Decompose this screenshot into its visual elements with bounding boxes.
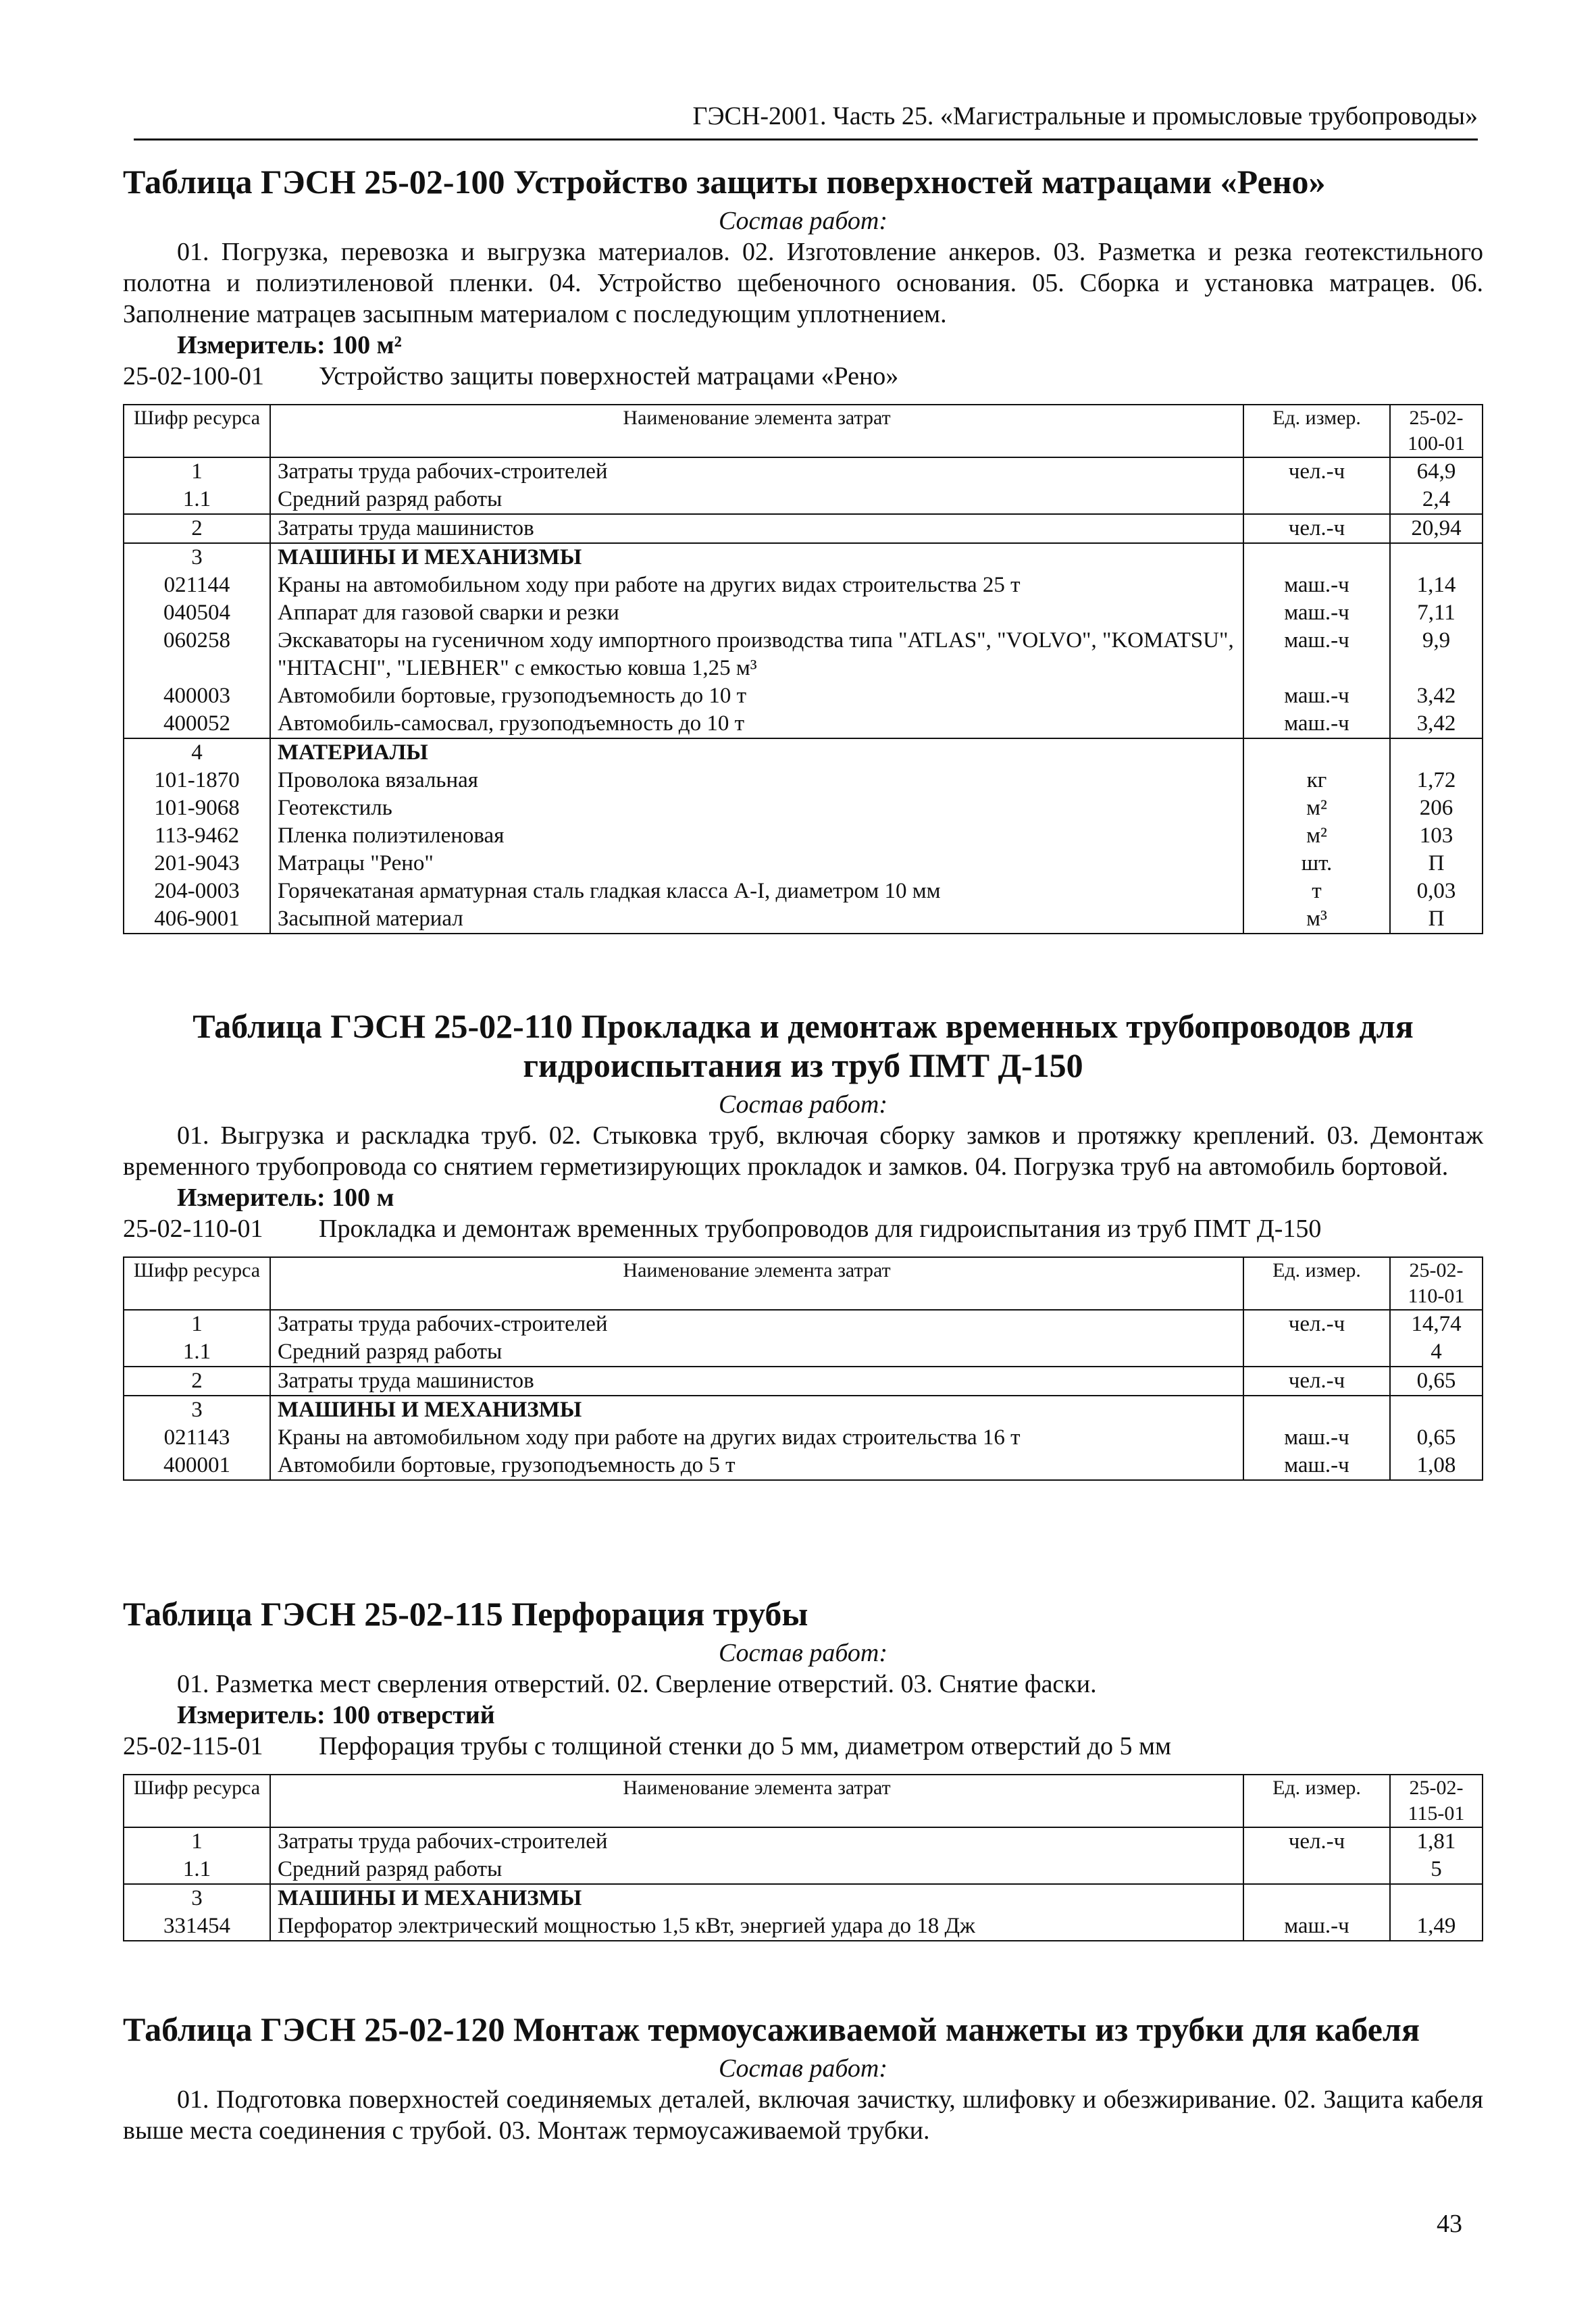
cell-code: 021144 [124, 571, 270, 599]
resource-table [123, 1256, 1483, 1481]
table-row [124, 1310, 1483, 1338]
cell-unit [1243, 1396, 1390, 1424]
cell-value [1390, 738, 1483, 767]
cell-unit [1243, 738, 1390, 767]
table-row [124, 1424, 1483, 1452]
resource-table [123, 1774, 1483, 1941]
cell-unit: маш.-ч [1243, 1452, 1390, 1480]
cell-code: 1.1 [124, 486, 270, 514]
cell-value: 7,11 [1390, 599, 1483, 627]
cell-name: МАШИНЫ И МЕХАНИЗМЫ [270, 1884, 1243, 1912]
norm-code: 25-02-110-01 [123, 1215, 263, 1243]
cell-value: 0,03 [1390, 878, 1483, 905]
cell-value: 14,74 [1390, 1310, 1483, 1338]
work-composition-label: Состав работ: [718, 1639, 888, 1667]
cell-code: 406-9001 [124, 905, 270, 934]
row-group [124, 1827, 1483, 1884]
table-row [124, 627, 1483, 682]
table-row [124, 1827, 1483, 1856]
col-header-norm: 25-02-110-01 [1390, 1257, 1483, 1310]
running-header: ГЭСН-2001. Часть 25. «Магистральные и промысловые трубопроводы» [692, 102, 1478, 130]
cell-name: Затраты труда рабочих-строителей [270, 1310, 1243, 1338]
col-header-unit: Ед. измер. [1243, 1775, 1390, 1827]
section-title: Таблица ГЭСН 25-02-110 Прокладка и демонтаж временных трубопроводов для гидроиспытания из труб ПМТ Д-150 [192, 1007, 1414, 1084]
cell-name: МАТЕРИАЛЫ [270, 738, 1243, 767]
col-header-name: Наименование элемента затрат [270, 1775, 1243, 1827]
cell-code: 3 [124, 1884, 270, 1912]
section-25-02-100 [123, 162, 1483, 934]
table-row [124, 682, 1483, 710]
cell-unit: маш.-ч [1243, 571, 1390, 599]
table-row [124, 738, 1483, 767]
cell-unit [1243, 1338, 1390, 1367]
table-row [124, 457, 1483, 486]
norm-description: Устройство защиты поверхностей матрацами «Рено» [319, 362, 899, 390]
cell-unit: чел.-ч [1243, 1827, 1390, 1856]
cell-unit [1243, 1884, 1390, 1912]
cell-unit: маш.-ч [1243, 627, 1390, 682]
table-row [124, 794, 1483, 822]
cell-name: Геотекстиль [270, 794, 1243, 822]
cell-value: 3,42 [1390, 682, 1483, 710]
cell-value: 4 [1390, 1338, 1483, 1367]
cell-unit [1243, 543, 1390, 571]
cell-code: 1.1 [124, 1856, 270, 1884]
cell-code: 3 [124, 1396, 270, 1424]
cell-name: Автомобиль-самосвал, грузоподъемность до 10 т [270, 710, 1243, 738]
cell-value: 1,81 [1390, 1827, 1483, 1856]
cell-value: 1,49 [1390, 1912, 1483, 1941]
cell-name: Затраты труда рабочих-строителей [270, 1827, 1243, 1856]
cell-value [1390, 1884, 1483, 1912]
cell-value: 1,14 [1390, 571, 1483, 599]
cell-unit: чел.-ч [1243, 457, 1390, 486]
cell-name: Затраты труда машинистов [270, 514, 1243, 543]
col-header-unit: Ед. измер. [1243, 405, 1390, 457]
cell-value: 3,42 [1390, 710, 1483, 738]
measure-unit: Измеритель: 100 отверстий [177, 1701, 495, 1729]
cell-value: 1,08 [1390, 1452, 1483, 1480]
table-row [124, 878, 1483, 905]
work-composition-label: Состав работ: [718, 207, 888, 235]
cell-value: 64,9 [1390, 457, 1483, 486]
row-group [124, 457, 1483, 514]
cell-value: 9,9 [1390, 627, 1483, 682]
cell-name: МАШИНЫ И МЕХАНИЗМЫ [270, 543, 1243, 571]
norm-description: Прокладка и демонтаж временных трубопроводов для гидроиспытания из труб ПМТ Д-150 [319, 1215, 1322, 1243]
col-header-code: Шифр ресурса [124, 1257, 270, 1310]
cell-name: Затраты труда машинистов [270, 1367, 1243, 1396]
cell-value [1390, 1396, 1483, 1424]
cell-name: Экскаваторы на гусеничном ходу импортного производства типа "ATLAS", "VOLVO", "KOMATSU", "HITACHI", "LIEBHER" с емкостью ковша 1,25 м³ [270, 627, 1243, 682]
norm-code-line [123, 1213, 1483, 1244]
norm-code-line [123, 361, 1483, 392]
cell-name: Аппарат для газовой сварки и резки [270, 599, 1243, 627]
cell-unit: чел.-ч [1243, 1367, 1390, 1396]
cell-name: Горячекатаная арматурная сталь гладкая класса А-I, диаметром 10 мм [270, 878, 1243, 905]
table-row [124, 599, 1483, 627]
cell-code: 040504 [124, 599, 270, 627]
cell-code: 1 [124, 1310, 270, 1338]
row-group [124, 1367, 1483, 1396]
cell-code: 331454 [124, 1912, 270, 1941]
col-header-name: Наименование элемента затрат [270, 1257, 1243, 1310]
measure-unit: Измеритель: 100 м² [177, 331, 402, 359]
resource-table [123, 404, 1483, 934]
cell-code: 400052 [124, 710, 270, 738]
cell-name: Краны на автомобильном ходу при работе на других видах строительства 25 т [270, 571, 1243, 599]
cell-name: Средний разряд работы [270, 1338, 1243, 1367]
cell-value: 1,72 [1390, 767, 1483, 794]
cell-code: 021143 [124, 1424, 270, 1452]
cell-value: 0,65 [1390, 1424, 1483, 1452]
table-row [124, 905, 1483, 934]
work-composition-text: 01. Выгрузка и раскладка труб. 02. Стыковка труб, включая сборку замков и протяжку креплений. 03. Демонтаж временного трубопровода со снятием герметизирующих прокладок и замков. 04. Погрузка труб на автомобиль бортовой. [123, 1121, 1483, 1181]
cell-name: Средний разряд работы [270, 486, 1243, 514]
row-group [124, 1884, 1483, 1941]
cell-unit: маш.-ч [1243, 1424, 1390, 1452]
page-number: 43 [1437, 2210, 1462, 2238]
table-row [124, 850, 1483, 878]
table-row [124, 571, 1483, 599]
cell-code: 201-9043 [124, 850, 270, 878]
cell-value: 206 [1390, 794, 1483, 822]
table-row [124, 1856, 1483, 1884]
cell-code: 400001 [124, 1452, 270, 1480]
cell-code: 400003 [124, 682, 270, 710]
row-group [124, 514, 1483, 543]
cell-unit: маш.-ч [1243, 710, 1390, 738]
cell-value: П [1390, 905, 1483, 934]
cell-value: 103 [1390, 822, 1483, 850]
cell-unit: м² [1243, 794, 1390, 822]
cell-unit: м² [1243, 822, 1390, 850]
table-row [124, 767, 1483, 794]
cell-code: 204-0003 [124, 878, 270, 905]
cell-name: Автомобили бортовые, грузоподъемность до 5 т [270, 1452, 1243, 1480]
cell-name: Автомобили бортовые, грузоподъемность до 10 т [270, 682, 1243, 710]
cell-value [1390, 543, 1483, 571]
table-row [124, 1338, 1483, 1367]
work-composition-label: Состав работ: [718, 2054, 888, 2083]
col-header-code: Шифр ресурса [124, 405, 270, 457]
norm-description: Перфорация трубы с толщиной стенки до 5 мм, диаметром отверстий до 5 мм [319, 1732, 1172, 1760]
cell-name: МАШИНЫ И МЕХАНИЗМЫ [270, 1396, 1243, 1424]
table-row [124, 514, 1483, 543]
row-group [124, 543, 1483, 738]
table-row [124, 1396, 1483, 1424]
cell-code: 113-9462 [124, 822, 270, 850]
cell-unit [1243, 486, 1390, 514]
col-header-norm: 25-02-100-01 [1390, 405, 1483, 457]
section-25-02-120 [123, 2010, 1483, 2146]
cell-name: Краны на автомобильном ходу при работе на других видах строительства 16 т [270, 1424, 1243, 1452]
col-header-unit: Ед. измер. [1243, 1257, 1390, 1310]
work-composition-text: 01. Погрузка, перевозка и выгрузка материалов. 02. Изготовление анкеров. 03. Разметка и резка геотекстильного полотна и полиэтиленовой пленки. 04. Устройство щебеночного основания. 05. Сборка и установка матрацев. 06. Заполнение матрацев засыпным материалом с последующим уплотнением. [123, 238, 1483, 328]
cell-code: 1 [124, 457, 270, 486]
section-title: Таблица ГЭСН 25-02-100 Устройство защиты поверхностей матрацами «Рено» [123, 163, 1326, 201]
col-header-norm: 25-02-115-01 [1390, 1775, 1483, 1827]
cell-unit: маш.-ч [1243, 599, 1390, 627]
norm-code: 25-02-115-01 [123, 1732, 263, 1760]
cell-name: Матрацы "Рено" [270, 850, 1243, 878]
cell-unit [1243, 1856, 1390, 1884]
cell-unit: маш.-ч [1243, 1912, 1390, 1941]
norm-code: 25-02-100-01 [123, 362, 264, 390]
header-rule [134, 138, 1478, 141]
cell-name: Средний разряд работы [270, 1856, 1243, 1884]
col-header-name: Наименование элемента затрат [270, 405, 1243, 457]
cell-value: П [1390, 850, 1483, 878]
cell-code: 2 [124, 514, 270, 543]
cell-name: Засыпной материал [270, 905, 1243, 934]
cell-unit: т [1243, 878, 1390, 905]
section-25-02-110 [123, 1007, 1483, 1481]
measure-unit: Измеритель: 100 м [177, 1184, 394, 1212]
row-group [124, 1396, 1483, 1480]
cell-name: Перфоратор электрический мощностью 1,5 кВт, энергией удара до 18 Дж [270, 1912, 1243, 1941]
table-row [124, 822, 1483, 850]
section-title: Таблица ГЭСН 25-02-120 Монтаж термоусаживаемой манжеты из трубки для кабеля [123, 2010, 1420, 2048]
col-header-code: Шифр ресурса [124, 1775, 270, 1827]
cell-code: 3 [124, 543, 270, 571]
table-row [124, 1367, 1483, 1396]
cell-value: 5 [1390, 1856, 1483, 1884]
cell-code: 4 [124, 738, 270, 767]
cell-unit: кг [1243, 767, 1390, 794]
cell-unit: чел.-ч [1243, 514, 1390, 543]
table-row [124, 543, 1483, 571]
cell-unit: маш.-ч [1243, 682, 1390, 710]
table-row [124, 1884, 1483, 1912]
work-composition-label: Состав работ: [718, 1090, 888, 1119]
row-group [124, 1310, 1483, 1367]
table-row [124, 710, 1483, 738]
cell-name: Затраты труда рабочих-строителей [270, 457, 1243, 486]
cell-value: 20,94 [1390, 514, 1483, 543]
cell-code: 060258 [124, 627, 270, 682]
cell-code: 2 [124, 1367, 270, 1396]
cell-name: Проволока вязальная [270, 767, 1243, 794]
cell-unit: чел.-ч [1243, 1310, 1390, 1338]
section-title: Таблица ГЭСН 25-02-115 Перфорация трубы [123, 1595, 808, 1633]
cell-value: 0,65 [1390, 1367, 1483, 1396]
cell-unit: шт. [1243, 850, 1390, 878]
cell-unit: м³ [1243, 905, 1390, 934]
work-composition-text: 01. Подготовка поверхностей соединяемых деталей, включая зачистку, шлифовку и обезжиривание. 02. Защита кабеля выше места соединения с трубой. 03. Монтаж термоусаживаемой трубки. [123, 2085, 1483, 2145]
cell-code: 1 [124, 1827, 270, 1856]
cell-code: 101-9068 [124, 794, 270, 822]
work-composition-text: 01. Разметка мест сверления отверстий. 02. Сверление отверстий. 03. Снятие фаски. [177, 1670, 1097, 1698]
section-25-02-115 [123, 1594, 1483, 1941]
cell-value: 2,4 [1390, 486, 1483, 514]
cell-code: 1.1 [124, 1338, 270, 1367]
table-row [124, 1452, 1483, 1480]
cell-code: 101-1870 [124, 767, 270, 794]
cell-name: Пленка полиэтиленовая [270, 822, 1243, 850]
table-row [124, 1912, 1483, 1941]
table-row [124, 486, 1483, 514]
norm-code-line [123, 1731, 1483, 1762]
row-group [124, 738, 1483, 934]
